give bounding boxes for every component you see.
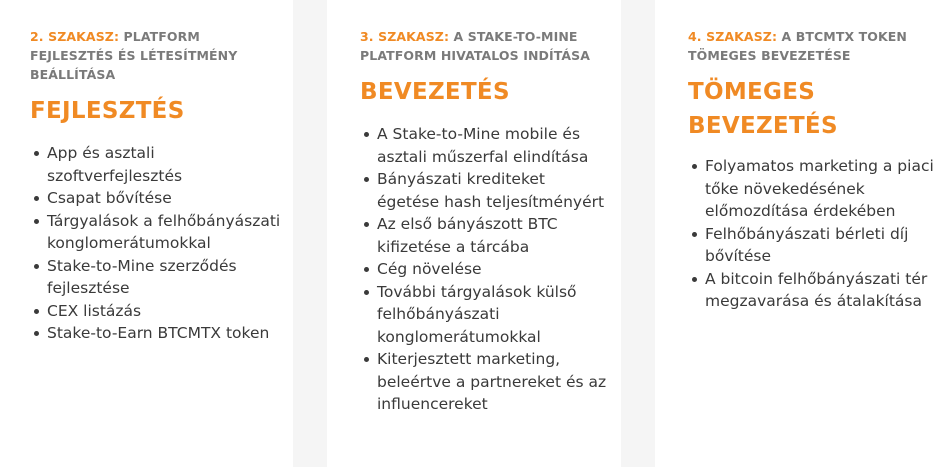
list-item: Az első bányászott BTC kifizetése a tárcába xyxy=(377,213,612,258)
stage-number: 3. SZAKASZ: xyxy=(360,29,450,44)
stage-number: 4. SZAKASZ: xyxy=(688,29,778,44)
list-item: Felhőbányászati bérleti díj bővítése xyxy=(705,223,935,268)
list-item: Stake-to-Earn BTCMTX token xyxy=(47,322,282,345)
phase-title: BEVEZETÉS xyxy=(360,79,510,105)
stage-number: 2. SZAKASZ: xyxy=(30,29,120,44)
stage-label xyxy=(360,27,611,65)
stage-label xyxy=(30,27,283,84)
column-gutter xyxy=(621,0,655,467)
list-item: További tárgyalások külső felhőbányászati konglomerátumokkal xyxy=(377,281,612,349)
list-item: Stake-to-Mine szerződés fejlesztése xyxy=(47,255,282,300)
list-item: Bányászati krediteket égetése hash teljesítményért xyxy=(377,168,612,213)
phase-item-list xyxy=(360,123,612,416)
phase-title: TÖMEGES BEVEZETÉS xyxy=(688,79,838,139)
list-item: CEX listázás xyxy=(47,300,282,323)
phase-card-development xyxy=(0,0,293,467)
list-item: Folyamatos marketing a piaci tőke növekedésének előmozdítása érdekében xyxy=(705,155,935,223)
phase-title: FEJLESZTÉS xyxy=(30,98,185,124)
stage-label xyxy=(688,27,939,65)
column-gutter xyxy=(293,0,327,467)
phase-card-launch xyxy=(327,0,621,467)
stage-subtitle: PLATFORM FEJLESZTÉS ÉS LÉTESÍTMÉNY BEÁLLÍTÁSA xyxy=(30,29,238,82)
stage-subtitle: A STAKE-TO-MINE PLATFORM HIVATALOS INDÍTÁSA xyxy=(360,29,591,63)
phase-item-list xyxy=(30,142,282,345)
list-item: A bitcoin felhőbányászati tér megzavarása és átalakítása xyxy=(705,268,935,313)
list-item: Kiterjesztett marketing, beleértve a partnereket és az influencereket xyxy=(377,348,612,416)
list-item: App és asztali szoftverfejlesztés xyxy=(47,142,282,187)
phase-item-list xyxy=(688,155,935,313)
list-item: Cég növelése xyxy=(377,258,612,281)
list-item: Csapat bővítése xyxy=(47,187,282,210)
phase-card-mass-adoption xyxy=(655,0,949,467)
list-item: Tárgyalások a felhőbányászati konglomerátumokkal xyxy=(47,210,282,255)
list-item: A Stake-to-Mine mobile és asztali műszerfal elindítása xyxy=(377,123,612,168)
stage-subtitle: A BTCMTX TOKEN TÖMEGES BEVEZETÉSE xyxy=(688,29,907,63)
